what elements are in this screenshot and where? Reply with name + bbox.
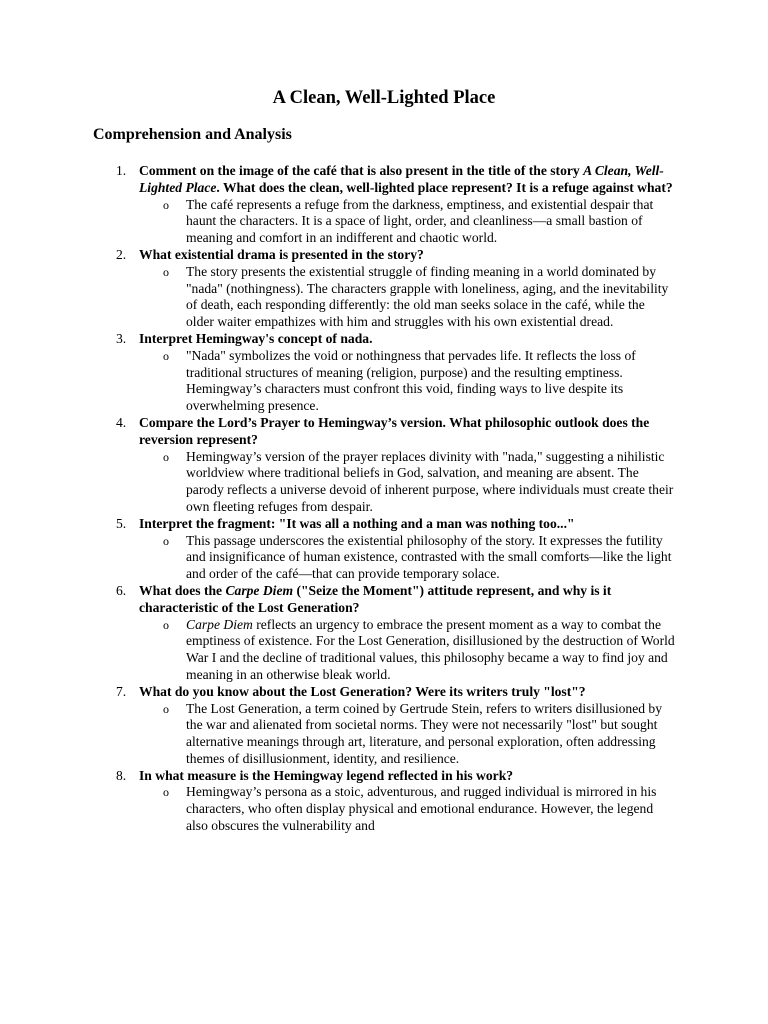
bullet-icon: o: [163, 449, 169, 464]
question-text: In what measure is the Hemingway legend reflected in his work?: [139, 767, 514, 783]
bullet-icon: o: [163, 785, 169, 800]
bullet-icon: o: [163, 617, 169, 632]
answer-item: [0, 197, 768, 247]
question-text: Comment on the image of the café that is also present in the title of the story A Clean, Well-Lighted Place. What does the clean, well-lighted place represent? It is a refuge against what?: [139, 163, 673, 195]
bullet-icon: o: [163, 701, 169, 716]
question-text: Compare the Lord’s Prayer to Hemingway’s version. What philosophic outlook does the reversion represent?: [139, 414, 650, 447]
question-item-1: [0, 163, 768, 247]
question-item-6: [0, 583, 768, 684]
document-title: A Clean, Well-Lighted Place: [272, 88, 496, 108]
question-list: [0, 163, 768, 835]
question-number: 3.: [116, 330, 127, 346]
answer-text: The Lost Generation, a term coined by Gertrude Stein, refers to writers disillusioned by the war and alienated from societal norms. They were not necessarily "lost" but sought alternative meanings through art, literature, and personal exploration, often addressing themes of disillusionment, identity, and resilience.: [186, 700, 663, 766]
answer-item: [0, 617, 768, 684]
question-number: 5.: [116, 515, 127, 531]
question-text: What do you know about the Lost Generation? Were its writers truly "lost"?: [139, 683, 586, 699]
question-text: Interpret Hemingway's concept of nada.: [139, 330, 373, 346]
answer-text: The café represents a refuge from the darkness, emptiness, and existential despair that haunt the characters. It is a space of light, order, and cleanliness—a small bastion of meaning and comfort in an indifferent and chaotic world.: [186, 196, 654, 246]
question-text: What does the Carpe Diem ("Seize the Moment") attitude represent, and why is it characteristic of the Lost Generation?: [139, 582, 612, 615]
answer-text: "Nada" symbolizes the void or nothingness that pervades life. It reflects the loss of traditional structures of meaning (religion, purpose) and the resulting emptiness. Hemingway’s characters must confront this void, finding ways to live despite its overwhelming presence.: [186, 347, 636, 414]
question-item-4: [0, 415, 768, 516]
section-heading: Comprehension and Analysis: [93, 126, 292, 143]
question-number: 6.: [116, 582, 127, 598]
question-item-3: [0, 331, 768, 415]
answer-text: Carpe Diem reflects an urgency to embrace the present moment as a way to combat the emptiness of existence. For the Lost Generation, disillusioned by the destruction of World War I and the decline of traditional values, this philosophy became a way to find joy and meaning in an otherwise bleak world.: [186, 616, 675, 682]
bullet-icon: o: [163, 348, 169, 363]
question-number: 1.: [116, 163, 127, 178]
answer-text: Hemingway’s version of the prayer replaces divinity with "nada," suggesting a nihilistic worldview where traditional beliefs in God, salvation, and meaning are absent. The parody reflects a universe devoid of inherent purpose, where individuals must create their own fleeting refuges from despair.: [186, 448, 674, 514]
question-number: 8.: [116, 767, 127, 783]
answer-item: [0, 449, 768, 516]
question-text: Interpret the fragment: "It was all a nothing and a man was nothing too...": [139, 515, 575, 531]
question-item-8: [0, 768, 768, 835]
answer-item: [0, 348, 768, 415]
answer-item: [0, 784, 768, 834]
answer-text: The story presents the existential struggle of finding meaning in a world dominated by "nada" (nothingness). The characters grapple with loneliness, aging, and the inevitability of death, each responding differently: the old man seeks solace in the café, while the older waiter empathizes with him and struggles with his own existential dread.: [186, 263, 669, 330]
question-text: What existential drama is presented in the story?: [139, 246, 424, 262]
bullet-icon: o: [163, 264, 169, 279]
question-number: 7.: [116, 683, 127, 699]
question-number: 4.: [116, 414, 127, 430]
question-item-2: [0, 247, 768, 331]
answer-text: Hemingway’s persona as a stoic, adventurous, and rugged individual is mirrored in his characters, who often display physical and emotional endurance. However, the legend also obscures the vulnerability and: [186, 784, 657, 834]
bullet-icon: o: [163, 197, 169, 212]
question-item-5: [0, 516, 768, 583]
answer-item: [0, 264, 768, 331]
answer-item: [0, 701, 768, 768]
bullet-icon: o: [163, 533, 169, 548]
question-item-7: [0, 684, 768, 768]
answer-item: [0, 533, 768, 583]
answer-text: This passage underscores the existential philosophy of the story. It expresses the futility and insignificance of human existence, contrasted with the small comforts—like the light and order of the café—that can provide temporary solace.: [186, 532, 672, 582]
question-number: 2.: [116, 246, 127, 262]
